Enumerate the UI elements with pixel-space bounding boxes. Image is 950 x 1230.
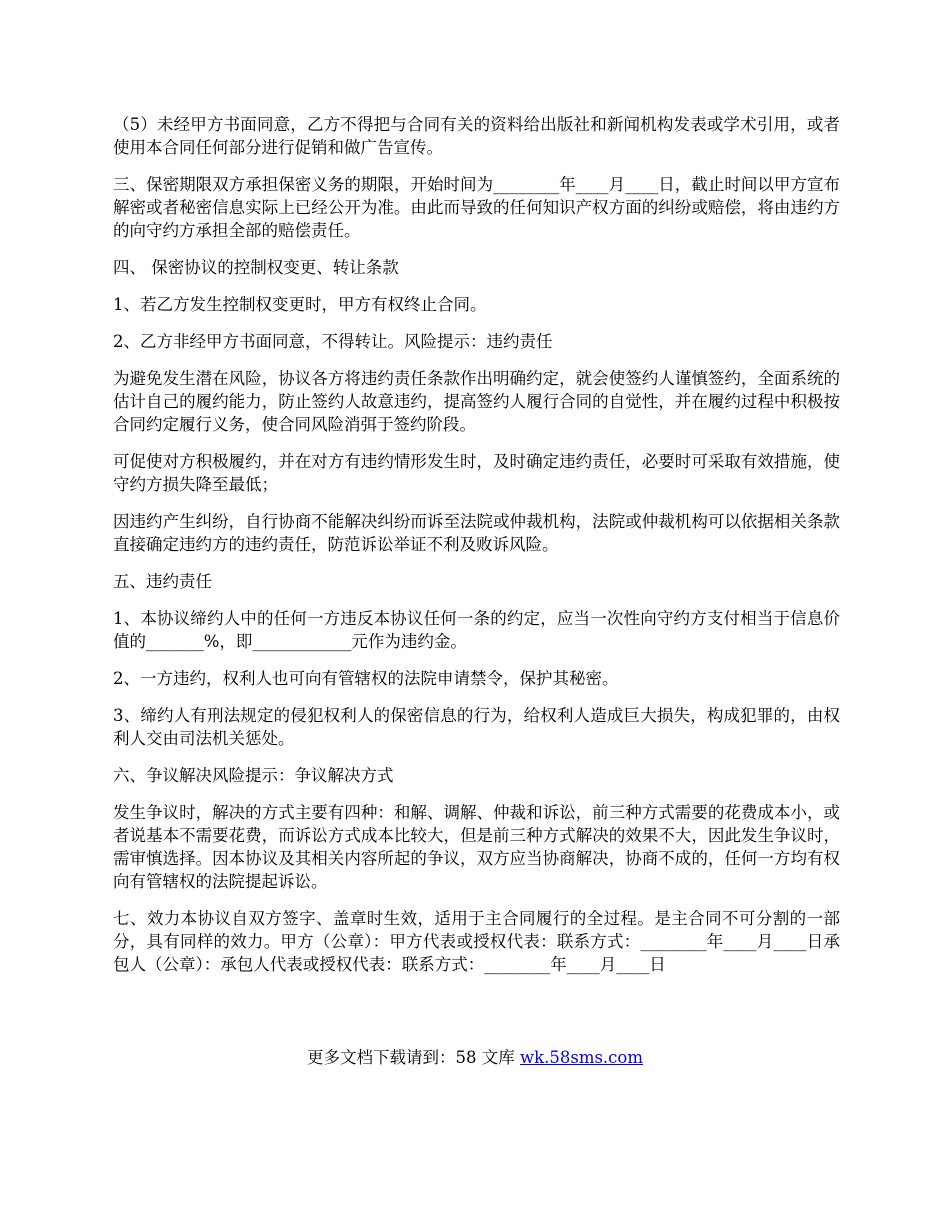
paragraph-section-6-dispute-resolution: 发生争议时，解决的方式主要有四种：和解、调解、仲裁和诉讼，前三种方式需要的花费成本小，或者说基本不需要花费，而诉讼方式成本比较大，但是前三种方式解决的效果不大，因此发生争议时，需审慎选择。因本协议及其相关内容所起的争议，双方应当协商解决，协商不成的，任何一方均有权向有管辖权的法院提起诉讼。 bbox=[113, 803, 840, 891]
paragraph-section-5-item-3: 3、缔约人有刑法规定的侵犯权利人的保密信息的行为，给权利人造成巨大损失，构成犯罪的，由权利人交由司法机关惩处。 bbox=[113, 706, 840, 748]
paragraph-risk-note-2: 可促使对方积极履约，并在对方有违约情形发生时，及时确定违约责任，必要时可采取有效措施，使守约方损失降至最低； bbox=[113, 452, 840, 494]
paragraph-risk-note-1: 为避免发生潜在风险，协议各方将违约责任条款作出明确约定，就会使签约人谨慎签约，全面系统的估计自己的履约能力，防止签约人故意违约，提高签约人履行合同的自觉性，并在履约过程中积极按合同约定履行义务，使合同风险消弭于签约阶段。 bbox=[113, 369, 840, 434]
paragraph-confidentiality-clause-5: （5）未经甲方书面同意，乙方不得把与合同有关的资料给出版社和新闻机构发表或学术引用，或者使用本合同任何部分进行促销和做广告宣传。 bbox=[113, 115, 840, 157]
paragraph-section-4-item-1: 1、若乙方发生控制权变更时，甲方有权终止合同。 bbox=[113, 295, 487, 314]
paragraph-section-3-confidentiality-period: 三、保密期限双方承担保密义务的期限，开始时间为________年____月____日，截止时间以甲方宣布解密或者秘密信息实际上已经公开为准。由此而导致的任何知识产权方面的纠纷或赔偿，将由违约方的向守约方承担全部的赔偿责任。 bbox=[113, 175, 840, 240]
footer-link[interactable]: wk.58sms.com bbox=[519, 1048, 643, 1067]
document-body bbox=[113, 113, 840, 990]
paragraph-section-7-effectiveness: 七、效力本协议自双方签字、盖章时生效，适用于主合同履行的全过程。是主合同不可分割的一部分，具有同样的效力。甲方（公章）：甲方代表或授权代表：联系方式：________年____月____日承包人（公章）：承包人代表或授权代表：联系方式：________年____月____日 bbox=[113, 909, 840, 974]
footer bbox=[0, 1046, 950, 1069]
footer-text: 更多文档下载请到：58 文库 bbox=[306, 1048, 520, 1067]
heading-section-6: 六、争议解决风险提示：争议解决方式 bbox=[113, 766, 394, 785]
paragraph-section-5-item-2: 2、一方违约，权利人也可向有管辖权的法院申请禁令，保护其秘密。 bbox=[113, 669, 619, 688]
paragraph-section-4-item-2: 2、乙方非经甲方书面同意，不得转让。风险提示：违约责任 bbox=[113, 332, 553, 351]
paragraph-section-5-item-1: 1、本协议缔约人中的任何一方违反本协议任何一条的约定，应当一次性向守约方支付相当于信息价值的_______%，即____________元作为违约金。 bbox=[113, 609, 840, 651]
heading-section-5: 五、违约责任 bbox=[113, 572, 212, 591]
paragraph-risk-note-3: 因违约产生纠纷，自行协商不能解决纠纷而诉至法院或仲裁机构，法院或仲裁机构可以依据相关条款直接确定违约方的违约责任，防范诉讼举证不利及败诉风险。 bbox=[113, 512, 840, 554]
heading-section-4: 四、 保密协议的控制权变更、转让条款 bbox=[113, 258, 399, 277]
